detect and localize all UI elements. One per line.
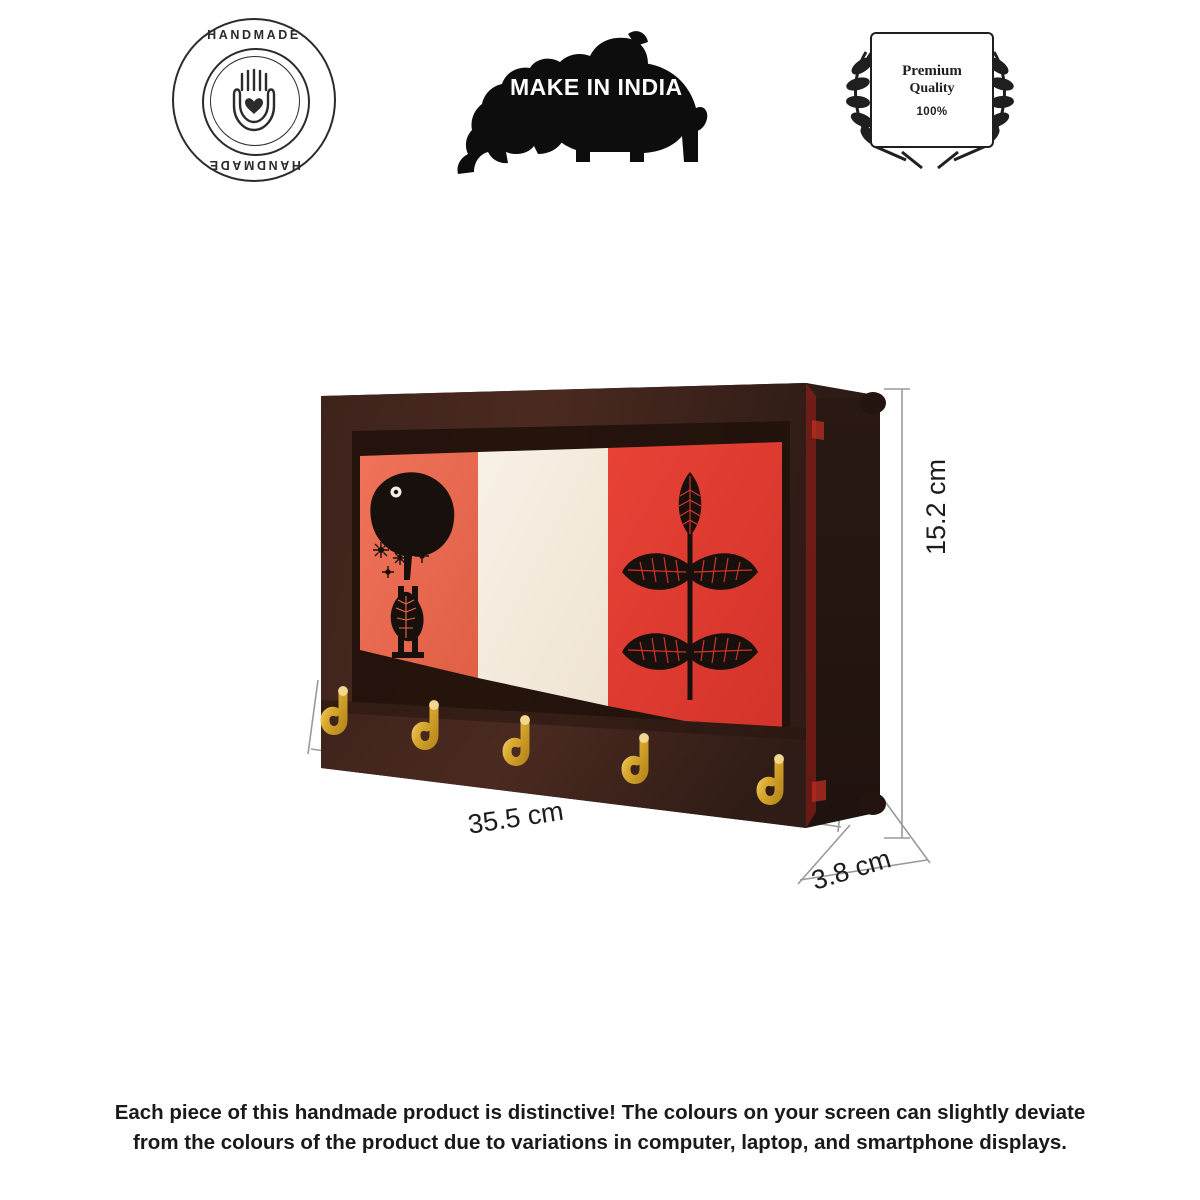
- dimension-width-label: 35.5 cm: [466, 795, 566, 840]
- premium-quality-badge: [840, 22, 1020, 178]
- make-in-india-badge: [430, 12, 710, 182]
- key-holder-product-illustration: [0, 200, 1200, 1080]
- handmade-label-bottom: HANDMADE: [207, 158, 301, 172]
- dimension-height-label: 15.2 cm: [921, 458, 951, 555]
- premium-percent-label: 100%: [916, 105, 948, 118]
- handmade-label-top: HANDMADE: [207, 28, 301, 42]
- trust-badges-row: [0, 0, 1200, 200]
- handmade-disclaimer: [0, 1098, 1200, 1157]
- premium-quality-seal: [870, 32, 994, 148]
- product-image-stage: [0, 200, 1200, 1080]
- handmade-hands-heart-icon: [224, 68, 284, 132]
- premium-label-line2: Quality: [909, 80, 955, 96]
- disclaimer-line-2: from the colours of the product due to variations in computer, laptop, and smartphone displays.: [133, 1130, 1067, 1154]
- dimension-depth-label: 3.8 cm: [808, 843, 895, 896]
- make-in-india-label: MAKE IN INDIA: [510, 74, 683, 100]
- premium-label-line1: Premium: [902, 62, 962, 79]
- disclaimer-line-1: Each piece of this handmade product is distinctive! The colours on your screen can slightly deviate: [114, 1101, 1086, 1124]
- handmade-badge: [172, 18, 336, 182]
